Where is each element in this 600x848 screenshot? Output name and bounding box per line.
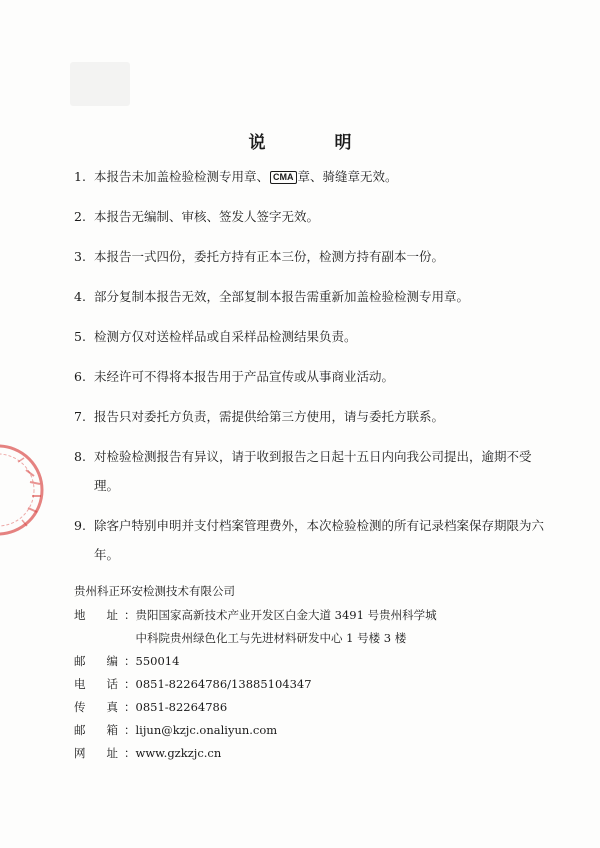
label-char: 电 [74,677,86,691]
fax-value: 0851-82264786 [135,700,228,714]
note-text: 部分复制本报告无效，全部复制本报告需重新加盖检验检测专用章。 [94,289,470,304]
email-value: lijun@kzjc.onaliyun.com [135,723,278,737]
label-char: 址 [106,746,118,760]
company-name: 贵州科正环安检测技术有限公司 [74,584,235,598]
scan-ghost [70,62,130,106]
label-char: 网 [74,746,86,760]
note-item [74,402,544,431]
note-number: 7. [74,409,86,424]
note-text: 本报告无编制、审核、签发人签字无效。 [94,209,320,224]
website-value: www.gzkzjc.cn [135,746,222,760]
phone-value: 0851-82264786/13885104347 [135,677,312,691]
note-number: 4. [74,289,86,304]
note-item [74,162,544,191]
note-text: 检测方仅对送检样品或自采样品检测结果负责。 [94,329,357,344]
label-colon: ： [124,677,136,691]
note-number: 1. [74,169,86,184]
note-text: 未经许可不得将本报告用于产品宣传或从事商业活动。 [94,369,395,384]
note-text: 本报告一式四份，委托方持有正本三份，检测方持有副本一份。 [94,249,445,264]
note-text: 报告只对委托方负责，需提供给第三方使用，请与委托方联系。 [94,409,445,424]
note-item [74,511,544,569]
note-item [74,282,544,311]
label-char: 箱 [106,723,118,737]
label-colon: ： [124,608,136,622]
note-item [74,442,544,500]
note-text: 对检验检测报告有异议，请于收到报告之日起十五日内向我公司提出，逾期不受理。 [94,449,532,493]
note-number: 3. [74,249,86,264]
red-seal-fragment-icon [0,440,48,540]
note-text [94,162,544,191]
address-line-1: 贵阳国家高新技术产业开发区白金大道 3491 号贵州科学城 [135,608,437,622]
postcode-label [74,650,124,673]
label-char: 地 [74,608,86,622]
postcode-value: 550014 [135,654,180,668]
phone-row [74,673,437,696]
label-char: 邮 [74,723,86,737]
note-number: 6. [74,369,86,384]
website-label [74,742,124,765]
address-line-2: 中科院贵州绿色化工与先进材料研发中心 1 号楼 3 楼 [135,631,407,645]
label-colon: ： [124,723,136,737]
note-text-post: 章、骑缝章无效。 [297,169,398,184]
note-item [74,202,544,231]
address-label [74,604,124,627]
note-number: 8. [74,449,86,464]
address-row-continued [74,627,437,650]
email-label [74,719,124,742]
notes-list [74,162,544,580]
note-item [74,322,544,351]
page-title: 说 明 [248,133,378,153]
label-colon: ： [124,746,136,760]
label-char: 传 [74,700,86,714]
note-item [74,362,544,391]
note-number: 5. [74,329,86,344]
label-char: 邮 [74,654,86,668]
email-row [74,719,437,742]
phone-label [74,673,124,696]
postcode-row [74,650,437,673]
fax-label [74,696,124,719]
label-colon: ： [124,700,136,714]
website-row [74,742,437,765]
label-char: 址 [106,608,118,622]
address-row [74,604,437,627]
note-number: 2. [74,209,86,224]
cma-mark-icon: CMA [270,171,297,184]
contact-block [74,604,437,765]
label-char: 真 [106,700,118,714]
note-text: 除客户特别申明并支付档案管理费外，本次检验检测的所有记录档案保存期限为六年。 [94,518,545,562]
label-char: 编 [106,654,118,668]
label-char: 话 [106,677,118,691]
note-number: 9. [74,518,86,533]
note-text-pre: 本报告未加盖检验检测专用章、 [94,169,270,184]
note-item [74,242,544,271]
fax-row [74,696,437,719]
label-colon: ： [124,654,136,668]
